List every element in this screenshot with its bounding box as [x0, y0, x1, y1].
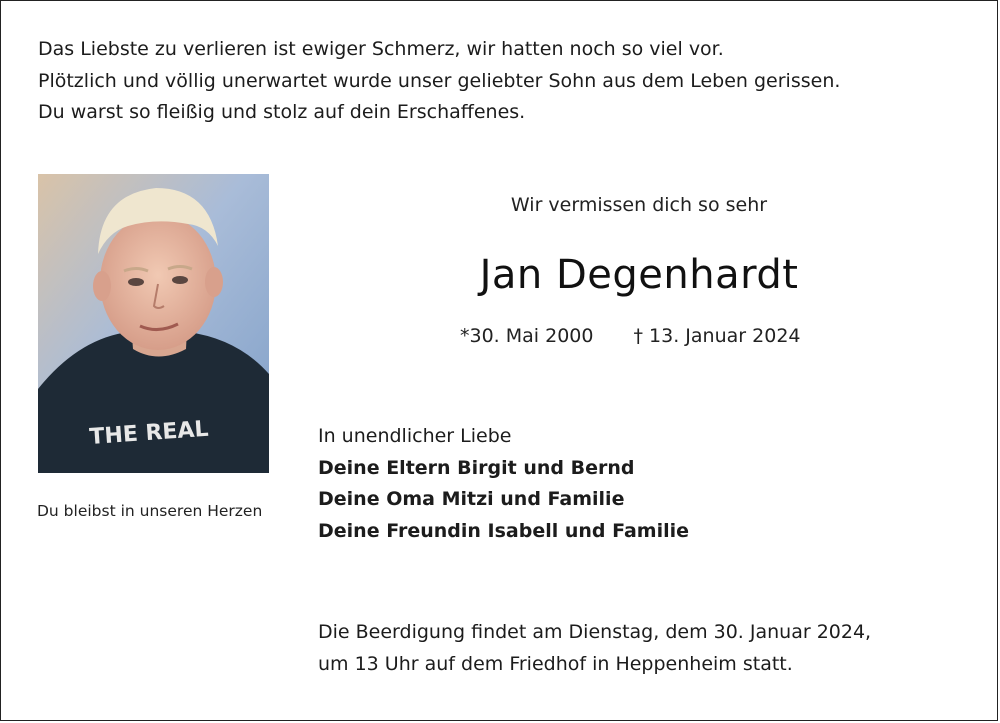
photo-caption: Du bleibst in unseren Herzen [37, 502, 263, 520]
family-member: Deine Freundin Isabell und Familie [318, 519, 690, 542]
funeral-info [318, 617, 871, 680]
birth-date: *30. Mai 2000 [460, 325, 594, 347]
portrait-photo [38, 174, 269, 473]
funeral-line: Die Beerdigung findet am Dienstag, dem 30. Januar 2024, [318, 621, 872, 643]
deceased-name: Jan Degenhardt [479, 252, 799, 298]
family-intro: In unendlicher Liebe [318, 425, 512, 447]
family-section [318, 421, 689, 547]
life-dates [460, 325, 801, 347]
family-member: Deine Oma Mitzi und Familie [318, 488, 625, 510]
intro-text [38, 34, 840, 129]
shirt-print-text: THE REAL [88, 416, 210, 450]
intro-line: Plötzlich und völlig unerwartet wurde unser geliebter Sohn aus dem Leben gerissen. [38, 69, 841, 92]
motto-text: Wir vermissen dich so sehr [510, 194, 768, 216]
death-date: † 13. Januar 2024 [633, 325, 801, 347]
funeral-line: um 13 Uhr auf dem Friedhof in Heppenheim statt. [318, 652, 793, 675]
intro-line: Du warst so fleißig und stolz auf dein Erschaffenes. [38, 101, 526, 123]
intro-line: Das Liebste zu verlieren ist ewiger Schmerz, wir hatten noch so viel vor. [38, 38, 724, 60]
family-member: Deine Eltern Birgit und Bernd [318, 456, 635, 479]
